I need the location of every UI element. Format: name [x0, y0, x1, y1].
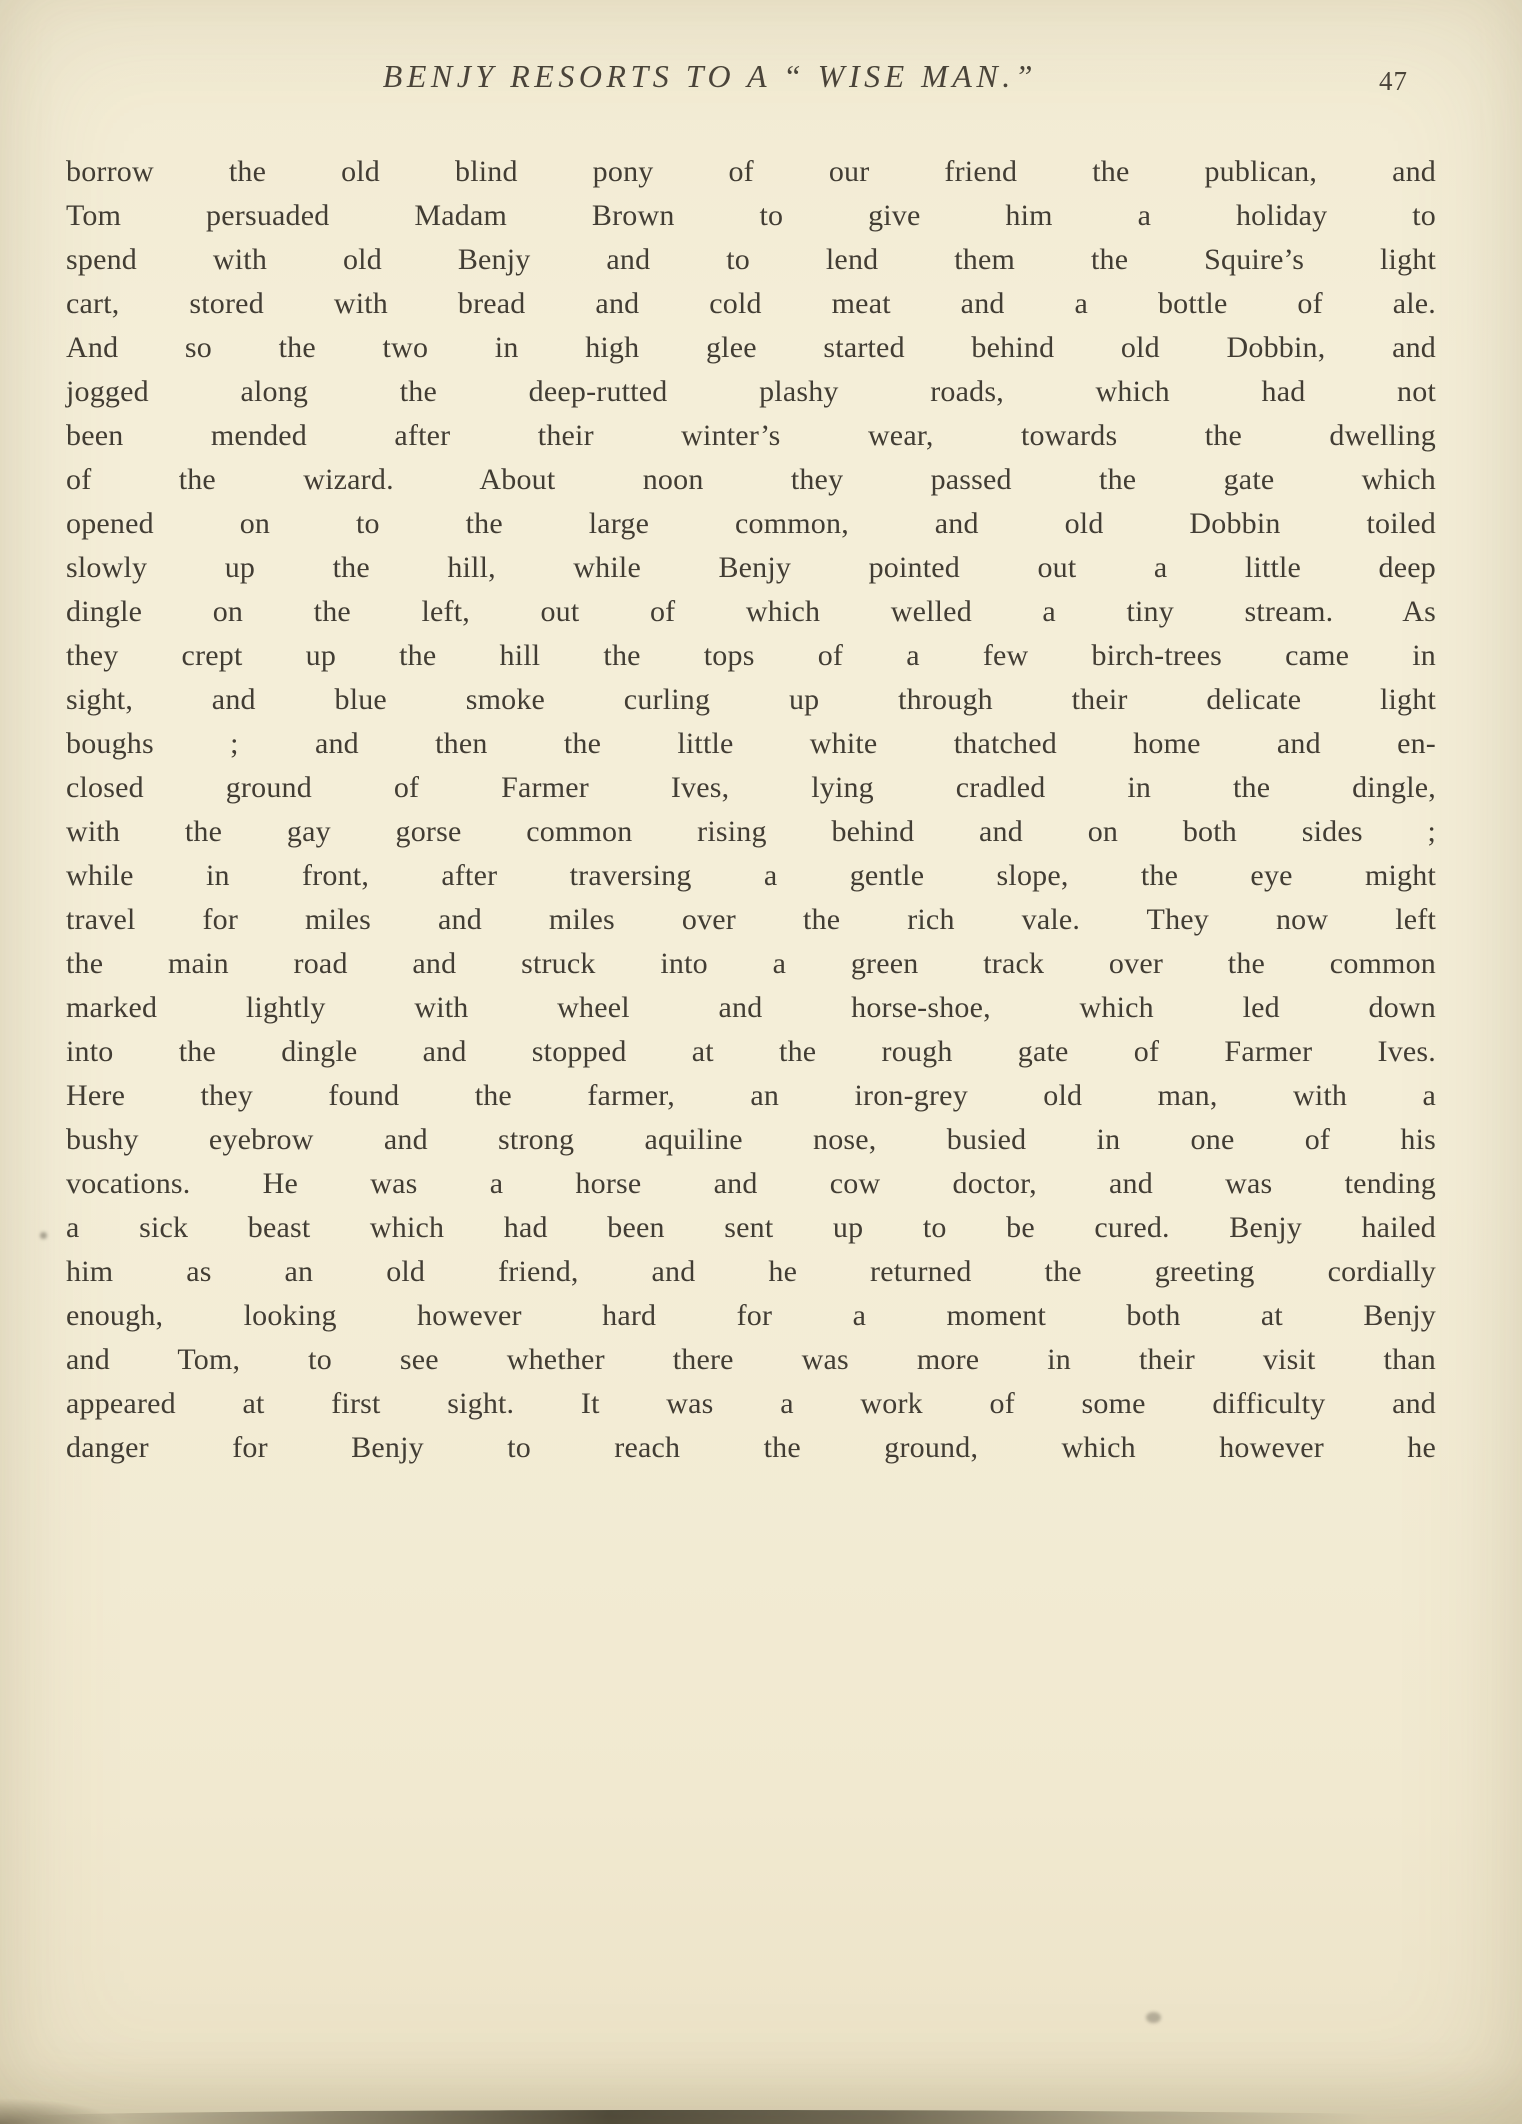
text-line: closed ground of Farmer Ives, lying cradled in the dingle, — [66, 771, 1436, 804]
text-line: Here they found the farmer, an iron-grey old man, with a — [66, 1079, 1436, 1112]
paper-speck — [1146, 2012, 1161, 2023]
text-line: of the wizard. About noon they passed the gate which — [66, 463, 1436, 496]
text-line: opened on to the large common, and old Dobbin toiled — [66, 507, 1436, 540]
text-line: marked lightly with wheel and horse-shoe, which led down — [66, 991, 1436, 1024]
text-line: boughs ; and then the little white thatched home and en- — [66, 727, 1436, 760]
text-line: and Tom, to see whether there was more in their visit than — [66, 1343, 1436, 1376]
text-line: they crept up the hill the tops of a few birch-trees came in — [66, 639, 1436, 672]
text-line: danger for Benjy to reach the ground, which however he — [66, 1431, 1436, 1464]
text-line: bushy eyebrow and strong aquiline nose, busied in one of his — [66, 1123, 1436, 1156]
text-line: enough, looking however hard for a moment both at Benjy — [66, 1299, 1436, 1332]
text-line: Tom persuaded Madam Brown to give him a holiday to — [66, 199, 1436, 232]
text-line: borrow the old blind pony of our friend the publican, and — [66, 155, 1436, 188]
text-line: him as an old friend, and he returned the greeting cordially — [66, 1255, 1436, 1288]
text-line: jogged along the deep-rutted plashy roads, which had not — [66, 375, 1436, 408]
text-line: cart, stored with bread and cold meat and a bottle of ale. — [66, 287, 1436, 320]
page-edge-shadow — [0, 2110, 1522, 2124]
text-line: And so the two in high glee started behind old Dobbin, and — [66, 331, 1436, 364]
body-text — [66, 150, 1436, 1470]
page-number: 47 — [1379, 66, 1408, 96]
text-line: a sick beast which had been sent up to be cured. Benjy hailed — [66, 1211, 1436, 1244]
text-line: travel for miles and miles over the rich vale. They now left — [66, 903, 1436, 936]
text-line: dingle on the left, out of which welled a tiny stream. As — [66, 595, 1436, 628]
text-line: been mended after their winter’s wear, towards the dwelling — [66, 419, 1436, 452]
text-line: slowly up the hill, while Benjy pointed out a little deep — [66, 551, 1436, 584]
text-line: spend with old Benjy and to lend them the Squire’s light — [66, 243, 1436, 276]
text-line: into the dingle and stopped at the rough gate of Farmer Ives. — [66, 1035, 1436, 1068]
text-line: the main road and struck into a green track over the common — [66, 947, 1436, 980]
running-title: BENJY RESORTS TO A “ WISE MAN.” — [382, 58, 1037, 94]
ink-speck — [40, 1232, 47, 1239]
text-line: while in front, after traversing a gentle slope, the eye might — [66, 859, 1436, 892]
text-line: with the gay gorse common rising behind and on both sides ; — [66, 815, 1436, 848]
text-line: vocations. He was a horse and cow doctor, and was tending — [66, 1167, 1436, 1200]
text-line: sight, and blue smoke curling up through their delicate light — [66, 683, 1436, 716]
page-header — [66, 58, 1436, 110]
text-line: appeared at first sight. It was a work of some difficulty and — [66, 1387, 1436, 1420]
